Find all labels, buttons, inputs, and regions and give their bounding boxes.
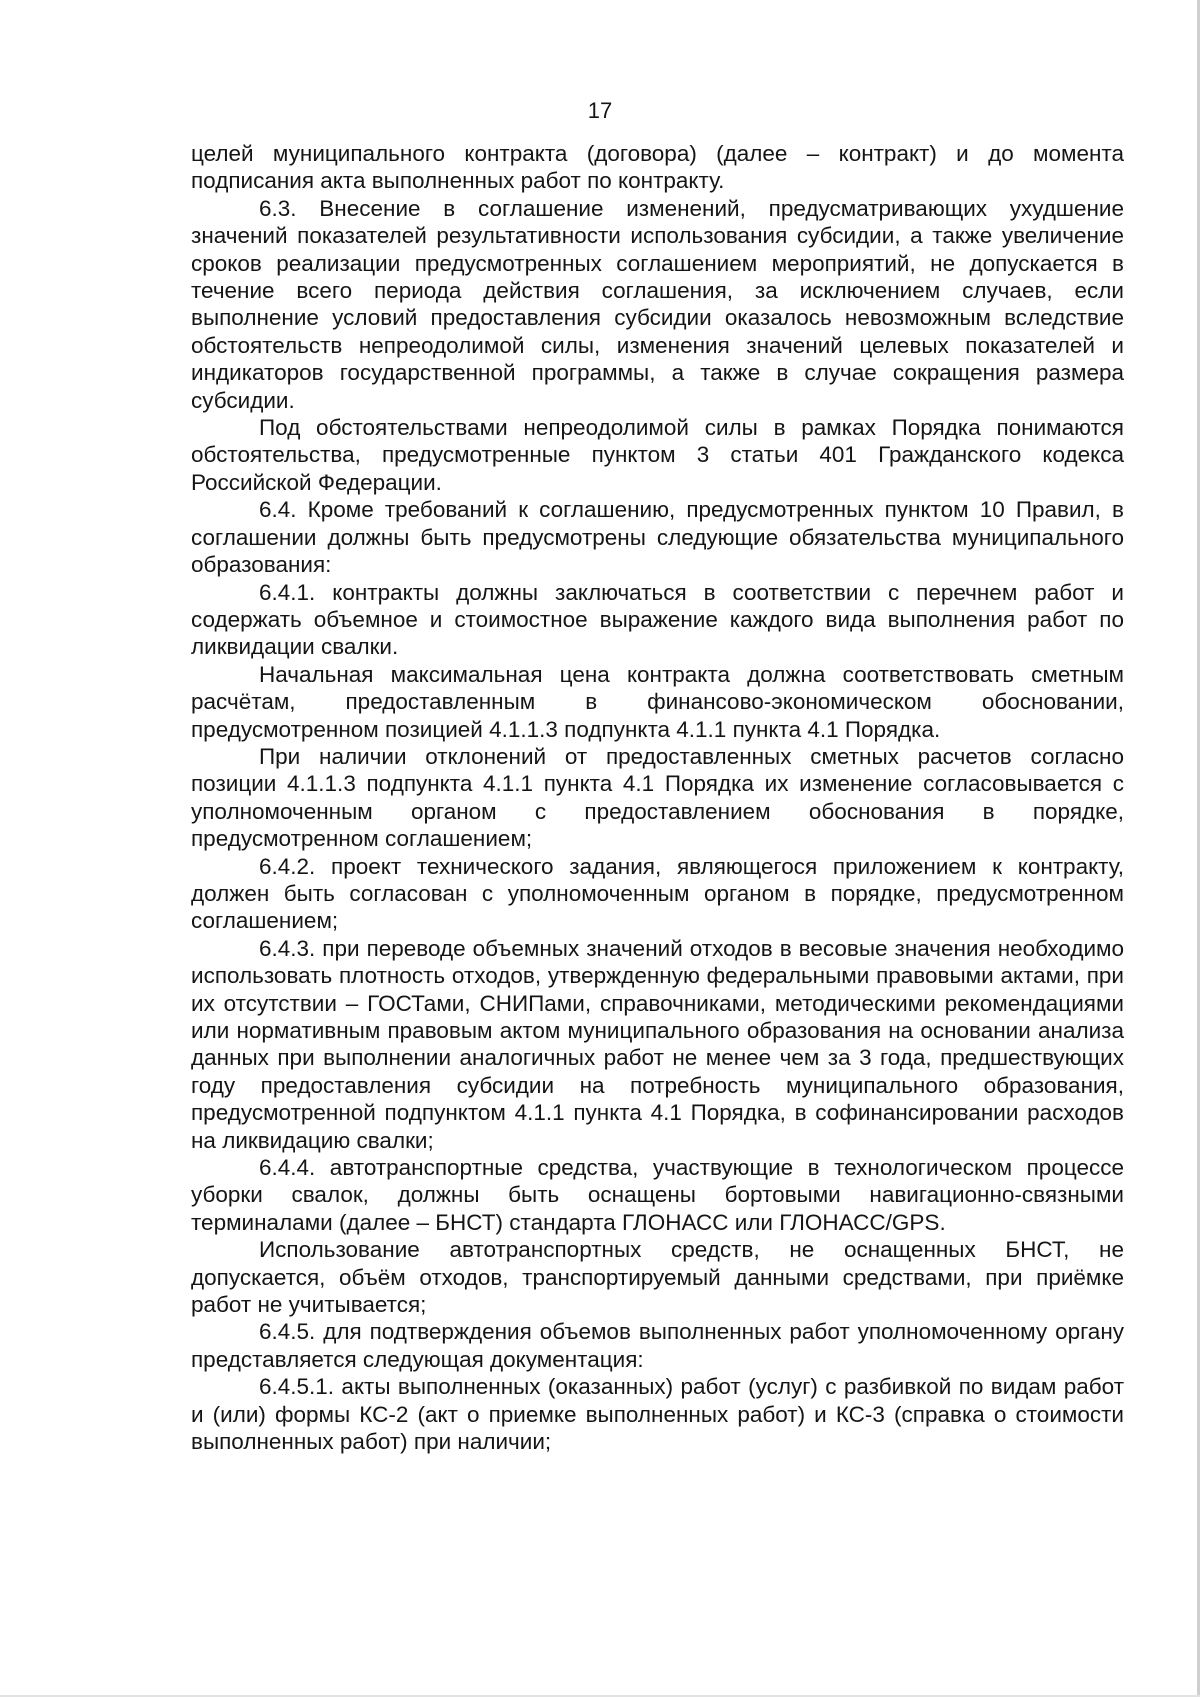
paragraph-bnst-usage: Использование автотранспортных средств, не оснащенных БНСТ, не допускается, объём отходов, транспортируемый данными средствами, при приёмке работ не учитывается; xyxy=(191,1237,1124,1318)
paragraph-initial-price: Начальная максимальная цена контракта должна соответствовать сметным расчётам, предоставленным в финансово-экономическом обосновании, предусмотренном позицией 4.1.1.3 подпункта 4.1.1 пункта 4.1 Порядка. xyxy=(191,661,1124,742)
paragraph-6-4-4: 6.4.4. автотранспортные средства, участвующие в технологическом процессе уборки свалок, должны быть оснащены бортовыми навигационно-связными терминалами (далее – БНСТ) стандарта ГЛОНАСС или ГЛОНАСС/GPS. xyxy=(191,1155,1124,1235)
paragraph-6-4-1: 6.4.1. контракты должны заключаться в соответствии с перечнем работ и содержать объемное и стоимостное выражение каждого вида выполнения работ по ликвидации свалки. xyxy=(191,579,1124,660)
paragraph-6-3: 6.3. Внесение в соглашение изменений, предусматривающих ухудшение значений показателей результативности использования субсидии, а также увеличение сроков реализации предусмотренных соглашением мероприятий, не допускается в течение всего периода действия соглашения, за исключением случаев, если выполнение условий предоставления субсидии оказалось невозможным вследствие обстоятельств непреодолимой силы, изменения значений целевых показателей и индикаторов государственной программы, а также в случае сокращения размера субсидии. xyxy=(191,195,1124,413)
document-body xyxy=(191,140,1124,1456)
paragraph-6-4-5: 6.4.5. для подтверждения объемов выполненных работ уполномоченному органу представляется следующая документация: xyxy=(191,1319,1124,1372)
page-number: 17 xyxy=(587,98,613,123)
paragraph-6-4-3: 6.4.3. при переводе объемных значений отходов в весовые значения необходимо использовать плотность отходов, утвержденную федеральными правовыми актами, при их отсутствии – ГОСТами, СНИПами, справочниками, методическими рекомендациями или нормативным правовым актом муниципального образования на основании анализа данных при выполнении аналогичных работ не менее чем за 3 года, предшествующих году предоставления субсидии на потребность муниципального образования, предусмотренной подпунктом 4.1.1 пункта 4.1 Порядка, в софинансировании расходов на ликвидацию свалки; xyxy=(191,935,1124,1153)
paragraph-6-4-2: 6.4.2. проект технического задания, являющегося приложением к контракту, должен быть согласован с уполномоченным органом в порядке, предусмотренном соглашением; xyxy=(191,853,1124,934)
paragraph-6-4: 6.4. Кроме требований к соглашению, предусмотренных пунктом 10 Правил, в соглашении должны быть предусмотрены следующие обязательства муниципального образования: xyxy=(191,497,1124,578)
paragraph-force-majeure: Под обстоятельствами непреодолимой силы в рамках Порядка понимаются обстоятельства, предусмотренные пунктом 3 статьи 401 Гражданского кодекса Российской Федерации. xyxy=(191,415,1124,495)
paragraph-deviations: При наличии отклонений от предоставленных сметных расчетов согласно позиции 4.1.1.3 подпункта 4.1.1 пункта 4.1 Порядка их изменение согласовывается с уполномоченным органом с предоставлением обоснования в порядке, предусмотренном соглашением; xyxy=(191,743,1124,852)
paragraph-6-4-5-1: 6.4.5.1. акты выполненных (оказанных) работ (услуг) с разбивкой по видам работ и (или) формы КС-2 (акт о приемке выполненных работ) и КС-3 (справка о стоимости выполненных работ) при наличии; xyxy=(191,1374,1124,1455)
paragraph-continuation: целей муниципального контракта (договора) (далее – контракт) и до момента подписания акта выполненных работ по контракту. xyxy=(191,141,1124,194)
